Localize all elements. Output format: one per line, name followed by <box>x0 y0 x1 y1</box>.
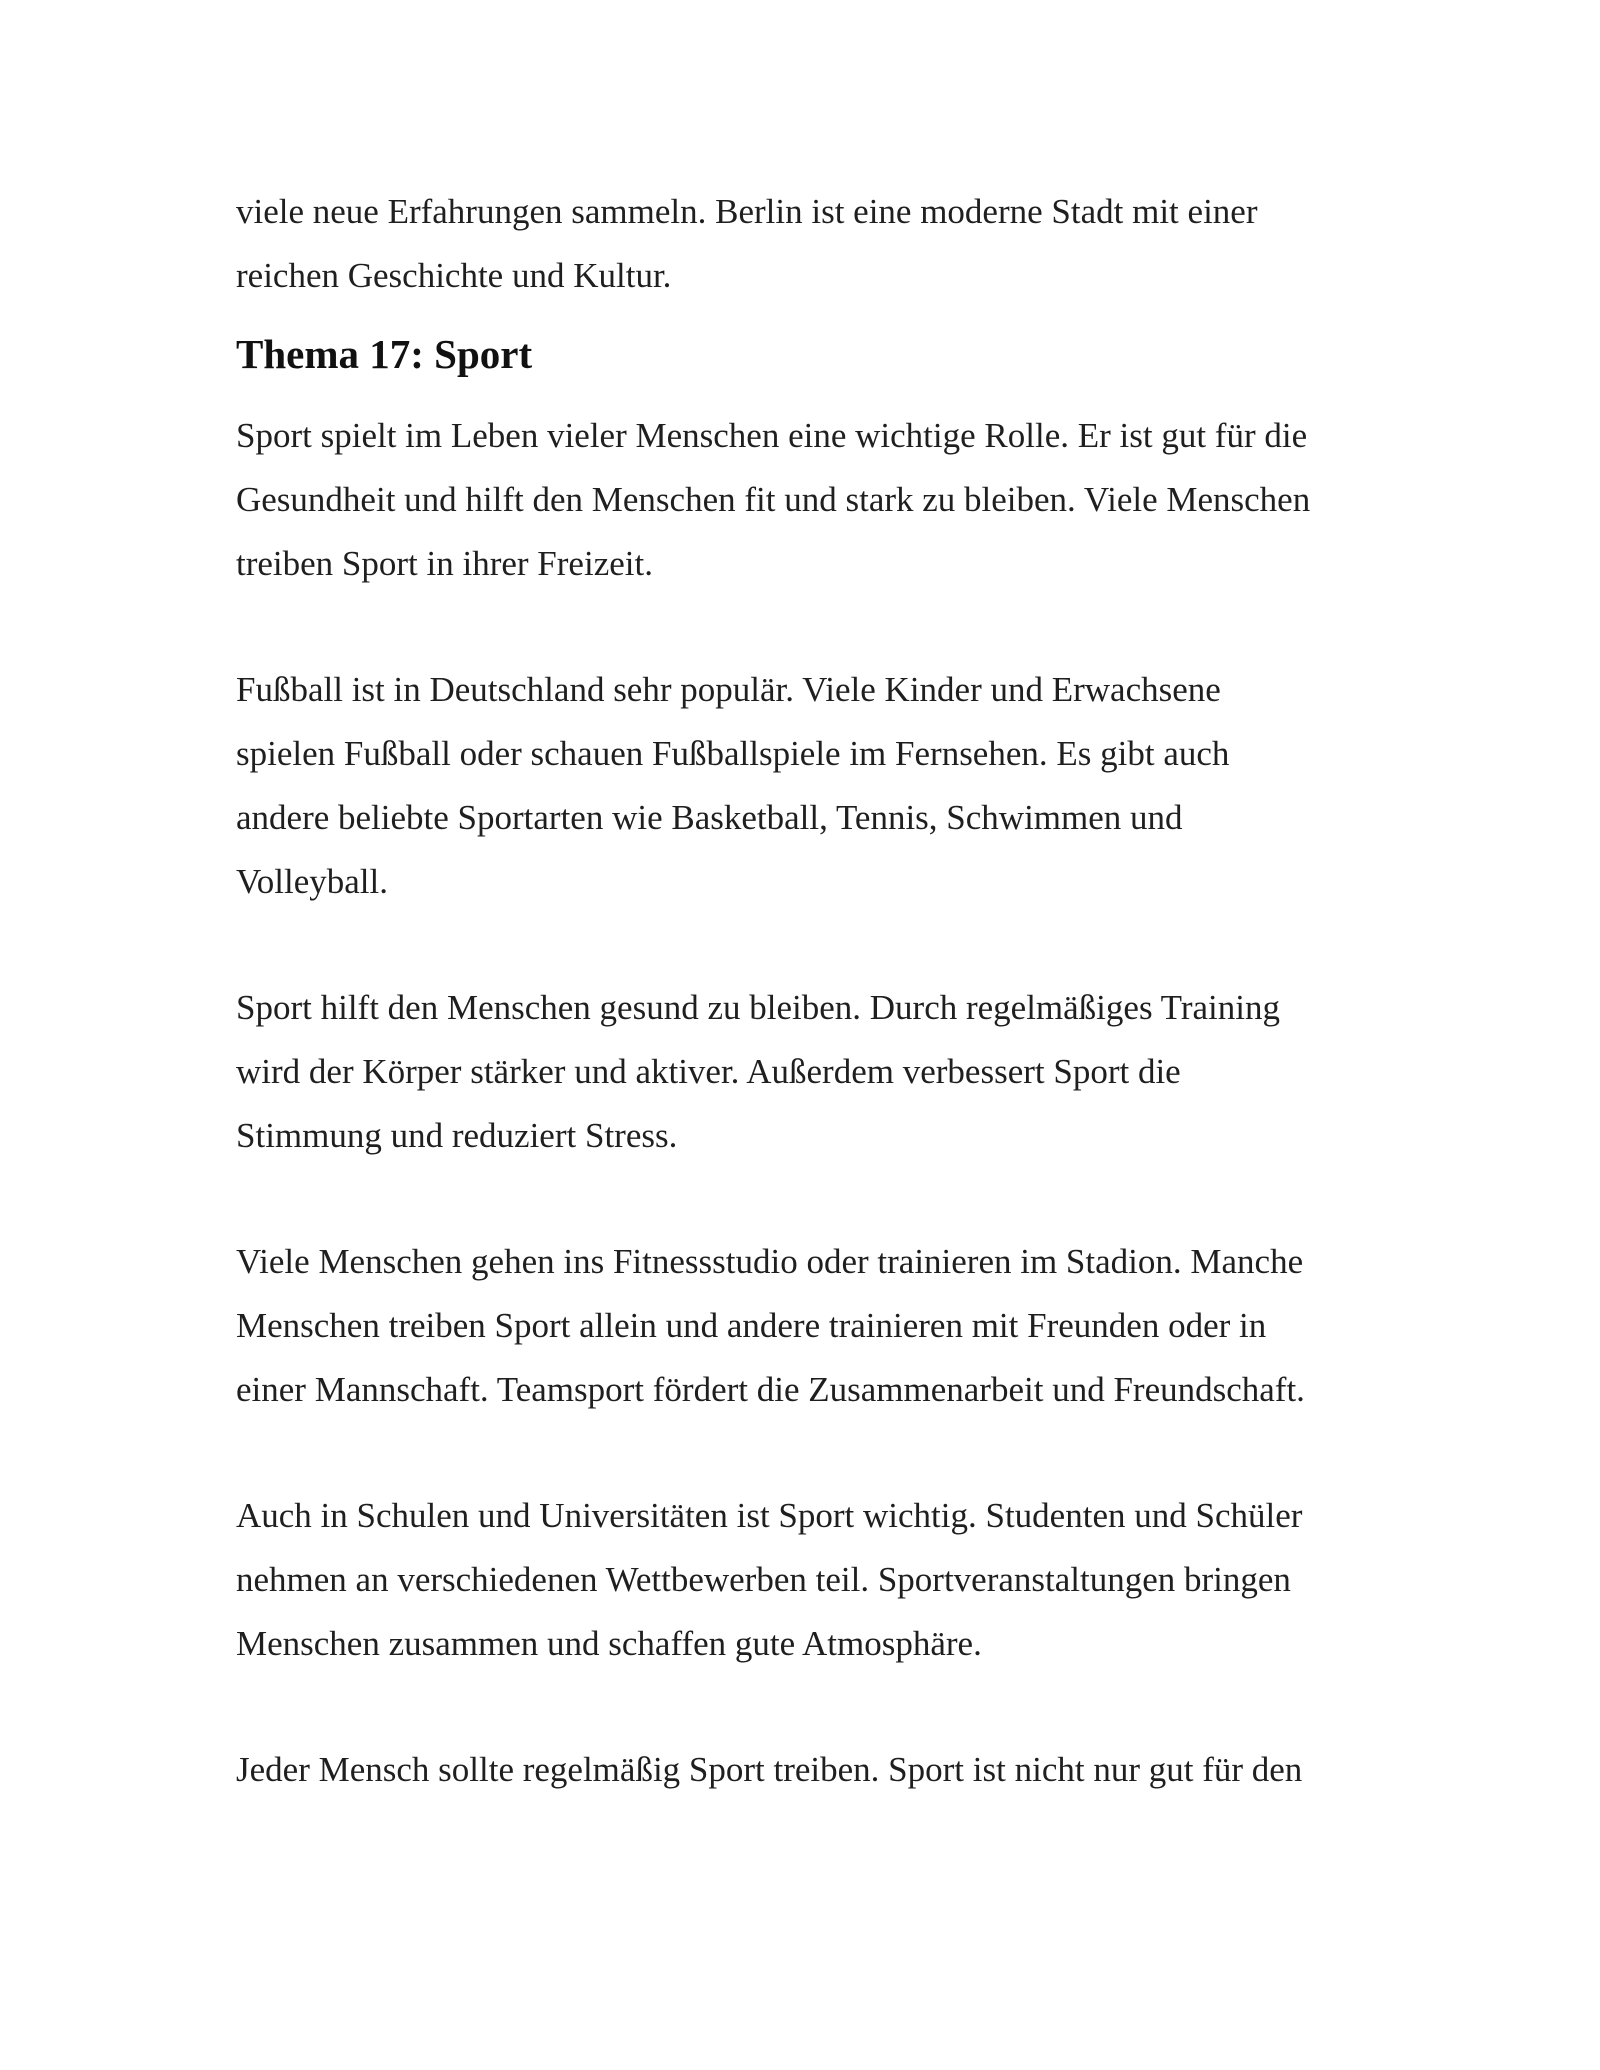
text-line: nehmen an verschiedenen Wettbewerben teil. Sportveranstaltungen bringen <box>236 1560 1291 1599</box>
text-line: wird der Körper stärker und aktiver. Außerdem verbessert Sport die <box>236 1052 1181 1091</box>
paragraph-3 <box>236 976 1416 1168</box>
text-line: Gesundheit und hilft den Menschen fit und stark zu bleiben. Viele Menschen <box>236 480 1311 519</box>
paragraph-gap <box>236 1168 1416 1230</box>
paragraph-4 <box>236 1230 1416 1422</box>
text-line: spielen Fußball oder schauen Fußballspiele im Fernsehen. Es gibt auch <box>236 734 1230 773</box>
intro-paragraph <box>236 180 1416 308</box>
text-line: Jeder Mensch sollte regelmäßig Sport treiben. Sport ist nicht nur gut für den <box>236 1750 1303 1789</box>
text-line: einer Mannschaft. Teamsport fördert die Zusammenarbeit und Freundschaft. <box>236 1370 1305 1409</box>
paragraph-gap <box>236 596 1416 658</box>
document-body <box>236 180 1416 1802</box>
text-line: Auch in Schulen und Universitäten ist Sport wichtig. Studenten und Schüler <box>236 1496 1303 1535</box>
text-line: Fußball ist in Deutschland sehr populär. Viele Kinder und Erwachsene <box>236 670 1221 709</box>
paragraph-1 <box>236 404 1416 596</box>
paragraph-6 <box>236 1738 1416 1802</box>
paragraph-gap <box>236 1676 1416 1738</box>
text-line: treiben Sport in ihrer Freizeit. <box>236 544 653 583</box>
text-line: Sport spielt im Leben vieler Menschen eine wichtige Rolle. Er ist gut für die <box>236 416 1308 455</box>
text-line: Viele Menschen gehen ins Fitnessstudio oder trainieren im Stadion. Manche <box>236 1242 1304 1281</box>
text-line: Stimmung und reduziert Stress. <box>236 1116 678 1155</box>
text-line: Volleyball. <box>236 862 388 901</box>
section-heading: Thema 17: Sport <box>236 331 533 377</box>
text-line: reichen Geschichte und Kultur. <box>236 256 672 295</box>
text-line: viele neue Erfahrungen sammeln. Berlin ist eine moderne Stadt mit einer <box>236 192 1258 231</box>
paragraph-2 <box>236 658 1416 914</box>
text-line: andere beliebte Sportarten wie Basketball, Tennis, Schwimmen und <box>236 798 1183 837</box>
paragraph-5 <box>236 1484 1416 1676</box>
paragraph-gap <box>236 1422 1416 1484</box>
paragraph-gap <box>236 914 1416 976</box>
text-line: Menschen treiben Sport allein und andere trainieren mit Freunden oder in <box>236 1306 1267 1345</box>
text-line: Sport hilft den Menschen gesund zu bleiben. Durch regelmäßiges Training <box>236 988 1280 1027</box>
text-line: Menschen zusammen und schaffen gute Atmosphäre. <box>236 1624 982 1663</box>
